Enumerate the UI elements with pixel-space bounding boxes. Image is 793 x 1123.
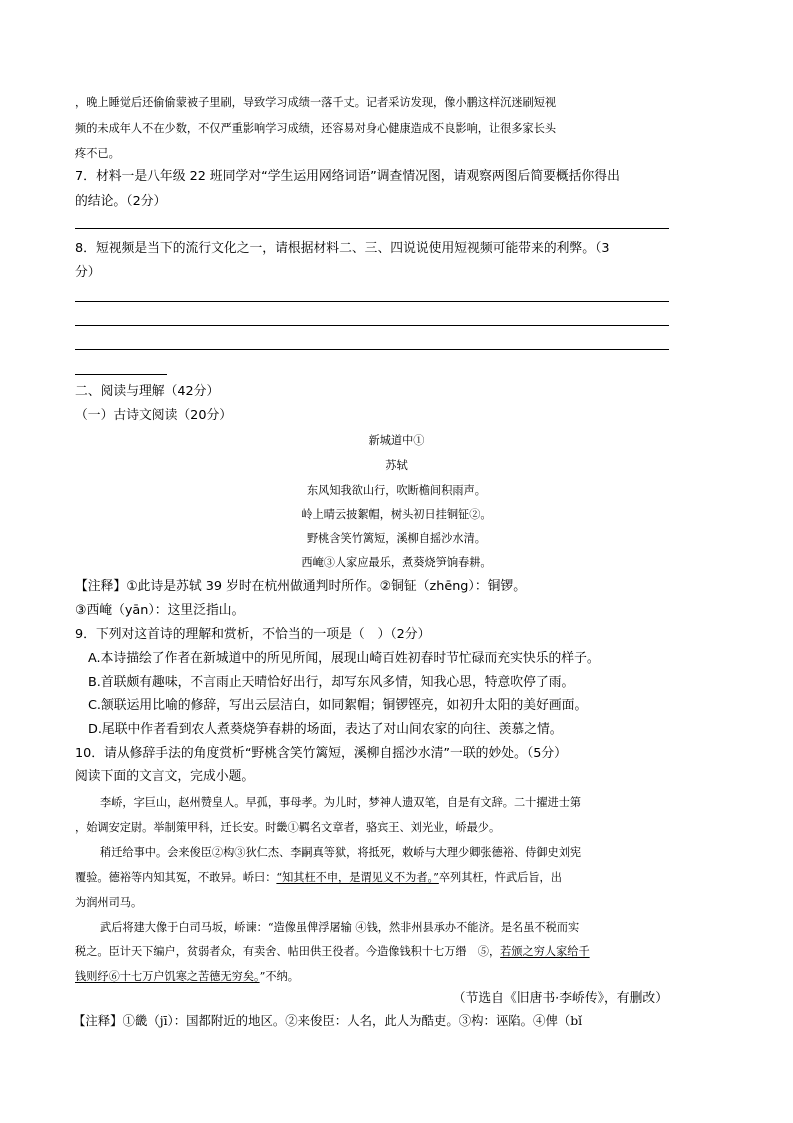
- poem-line-1: 东风知我欲山行，吹断檐间积雨声。: [306, 484, 486, 497]
- classical-p3-line-2: [75, 945, 673, 958]
- classical-p1-line-2: ，始调安定尉。举制策甲科，迁长安。时畿①羁名文章者，骆宾王、刘光业，峤最少。: [75, 821, 501, 834]
- poem-notes-line-1: 【注释】①此诗是苏轼 39 岁时在杭州做通判时所作。②铜钲（zhēng）：铜锣。: [75, 579, 527, 594]
- poem-notes-line-2: ③西崦（yān）：这里泛指山。: [75, 603, 245, 618]
- question-9-option-d[interactable]: D.尾联中作者看到农人煮葵烧笋春耕的场面，表达了对山间农家的向往、羡慕之情。: [88, 722, 563, 737]
- question-7-line-2: 的结论。（2分）: [75, 194, 167, 209]
- classical-p3-line-1: 武后将建大像于白司马坂，峤谏：“造像虽俾浮屠输 ④钱，然非州县承办不能济。是名虽不税而实: [100, 921, 580, 934]
- source-citation: （节选自《旧唐书·李峤传》，有删改）: [452, 991, 668, 1006]
- classical-p2-line-2-lead: 覆验。德裕等内知其冤，不敢异。峤曰：: [75, 871, 277, 884]
- question-10: 10．请从修辞手法的角度赏析“野桃含笑竹篱短，溪柳自摇沙水清”一联的妙处。（5分）: [75, 746, 567, 761]
- poem-author: 苏轼: [385, 459, 408, 472]
- poem-line-4: 西崦③人家应最乐，煮葵烧笋饷春耕。: [301, 556, 492, 569]
- answer-line-q8-3[interactable]: [75, 349, 669, 350]
- question-9-stem: 9．下列对这首诗的理解和赏析，不恰当的一项是（ ）（2分）: [75, 627, 431, 642]
- passage-line-1: ，晚上睡觉后还偷偷蒙被子里刷，导致学习成绩一落千丈。记者采访发现，像小鹏这样沉迷刷短视: [75, 96, 557, 109]
- question-8-line-2: 分）: [75, 265, 101, 280]
- classical-p2-line-2-tail: 卒列其枉，忤武后旨，出: [438, 871, 562, 884]
- question-9-option-b[interactable]: B.首联颇有趣味，不言雨止天晴恰好出行，却写东风多情，知我心思，特意吹停了雨。: [88, 675, 575, 690]
- section-2-subtitle: （一）古诗文阅读（20分）: [75, 408, 233, 423]
- answer-line-q8-2[interactable]: [75, 325, 669, 326]
- poem-title: 新城道中①: [368, 434, 425, 447]
- poem-line-2: 岭上晴云披絮帽，树头初日挂铜钲②。: [301, 508, 492, 521]
- passage-line-2: 频的未成年人不在少数，不仅严重影响学习成绩，还容易对身心健康造成不良影响，让很多家长头: [75, 122, 557, 135]
- classical-p2-line-3: 为润州司马。: [75, 896, 143, 909]
- underlined-quote-2b: 钱则纾⑥十七万户饥寒之苦德无穷矣。: [75, 970, 260, 983]
- answer-line-q8-1[interactable]: [75, 301, 669, 302]
- reading-instruction: 阅读下面的文言文，完成小题。: [75, 769, 255, 784]
- classical-notes: 【注释】①畿（jī）：国都附近的地区。②来俊臣：人名，此人为酷吏。③构：诬陷。④俾（bǐ: [73, 1013, 583, 1028]
- section-divider: [75, 374, 167, 375]
- classical-p2-line-1: 稍迁给事中。会来俊臣②构③狄仁杰、李嗣真等狱，将抵死，敕峤与大理少卿张德裕、侍御史刘宪: [100, 846, 582, 859]
- answer-line-q7[interactable]: [75, 228, 669, 229]
- question-8-line-1: 8．短视频是当下的流行文化之一，请根据材料二、三、四说说使用短视频可能带来的利弊。（3: [75, 241, 610, 256]
- classical-p1-line-1: 李峤，字巨山，赵州赞皇人。早孤，事母孝。为儿时，梦神人遗双笔，自是有文辞。二十擢进士第: [100, 796, 582, 809]
- poem-line-3: 野桃含笑竹篱短，溪柳自摇沙水清。: [306, 532, 486, 545]
- question-9-option-a[interactable]: A.本诗描绘了作者在新城道中的所见所闻，展现山崎百姓初春时节忙碌而充实快乐的样子。: [88, 651, 600, 666]
- classical-p3-line-2-lead: 税之。臣计天下编户，贫弱者众，有卖舍、帖田供王役者。今造像钱积十七万缗 ⑤，: [75, 945, 501, 958]
- classical-p3-line-3: [75, 970, 673, 983]
- question-7-line-1: 7．材料一是八年级 22 班同学对“学生运用网络词语”调查情况图，请观察两图后简要概括你得出: [75, 169, 620, 184]
- classical-p3-line-3-tail: ”不纳。: [259, 970, 299, 983]
- passage-line-3: 疼不已。: [75, 147, 120, 160]
- classical-p2-line-2: [75, 871, 673, 884]
- underlined-quote-1: “知其枉不申，是谓见义不为者。”: [276, 871, 439, 884]
- underlined-quote-2a: 若颁之穷人家给千: [500, 945, 590, 958]
- section-2-title: 二、阅读与理解（42分）: [75, 384, 220, 399]
- question-9-option-c[interactable]: C.颔联运用比喻的修辞，写出云层洁白，如同絮帽；铜锣铿亮，如初升太阳的美好画面。: [88, 698, 588, 713]
